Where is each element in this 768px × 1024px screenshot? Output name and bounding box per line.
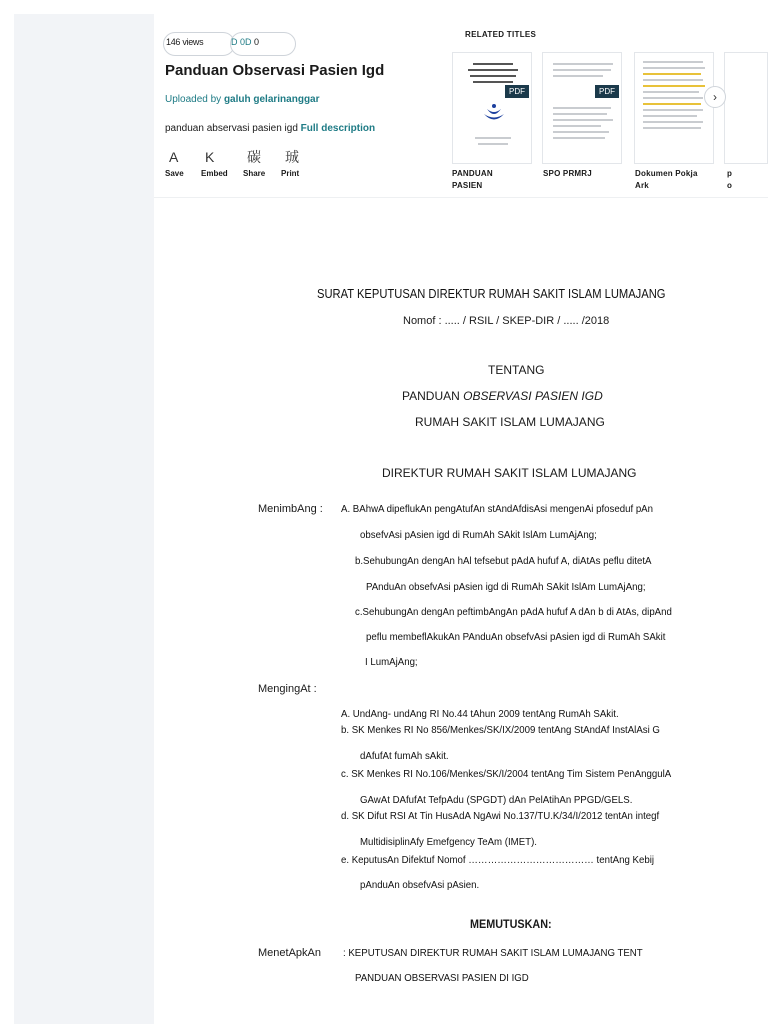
pdf-badge: PDF: [505, 85, 529, 98]
views-count: [163, 32, 235, 56]
menimbang-line: A. BAhwA dipeflukAn pengAtufAn stAndAfdisAsi mengenAi pfoseduf pAn: [341, 503, 654, 515]
views-label: 146 views: [166, 37, 204, 47]
print-button[interactable]: [281, 148, 321, 178]
votes-down-count: 0: [254, 37, 260, 47]
full-description-link[interactable]: Full description: [300, 123, 376, 134]
description-text: panduan abservasi pasien igd: [165, 123, 298, 134]
subject-line: [402, 389, 603, 403]
menimbang-line: I LumAjAng;: [365, 656, 418, 668]
left-sidebar: [14, 14, 154, 1024]
print-label: Print: [281, 169, 300, 178]
related-caption-line: Ark: [635, 181, 649, 190]
hospital-logo-icon: [481, 101, 507, 127]
thumbs-down-icon[interactable]: D: [245, 37, 252, 47]
mengingat-line: pAnduAn obsefvAsi pAsien.: [360, 879, 480, 891]
menimbang-line: obsefvAsi pAsien igd di RumAh SAkit IslAm LumAjAng;: [360, 529, 597, 541]
uploaded-by: [165, 94, 320, 105]
uploaded-prefix: Uploaded by: [165, 94, 222, 105]
menimbang-label: MenimbAng :: [258, 503, 323, 515]
mengingat-line: dAfufAt fumAh sAkit.: [360, 750, 449, 762]
print-icon: 珹: [285, 149, 299, 165]
decree-heading: SURAT KEPUTUSAN DIREKTUR RUMAH SAKIT ISLAM LUMAJANG: [317, 286, 666, 301]
share-label: Share: [243, 169, 266, 178]
pdf-badge: PDF: [595, 85, 619, 98]
memutuskan-heading: MEMUTUSKAN:: [470, 917, 552, 931]
related-thumbnail[interactable]: [724, 52, 768, 164]
votes-up-count: 0: [240, 37, 246, 47]
related-caption-line: PASIEN: [452, 181, 483, 190]
share-icon: 碳: [247, 149, 261, 165]
related-caption-line: PANDUAN: [452, 169, 493, 178]
related-caption[interactable]: [543, 168, 592, 180]
menetapkan-line: PANDUAN OBSERVASI PASIEN DI IGD: [355, 972, 529, 984]
share-button[interactable]: [243, 148, 283, 178]
menimbang-line: peflu membeflAkukAn PAnduAn obsefvAsi pAsien igd di RumAh SAkit: [366, 631, 666, 643]
description: [165, 123, 375, 134]
mengingat-line: GAwAt DAfufAt TefpAdu (SPGDT) dAn PelAtihAn PPGD/GELS.: [360, 794, 633, 806]
related-caption[interactable]: [727, 168, 732, 192]
save-label: Save: [165, 169, 184, 178]
mengingat-line: MultidisiplinAfy Emefgency TeAm (IMET).: [360, 836, 537, 848]
related-caption-line: SPO PRMRJ: [543, 169, 592, 178]
thumbs-up-icon[interactable]: D: [231, 37, 238, 47]
uploader-link[interactable]: galuh gelarinanggar: [223, 94, 320, 105]
related-thumbnail[interactable]: [452, 52, 532, 164]
carousel-next-button[interactable]: [704, 86, 726, 108]
embed-icon: Κ: [205, 149, 215, 165]
related-caption-line: o: [727, 181, 733, 190]
menetapkan-label: MenetApkAn: [258, 947, 321, 959]
related-caption-line: Dokumen Pokja: [635, 169, 698, 178]
mengingat-line: d. SK Difut RSI At Tin HusAdA NgAwi No.137/TU.K/34/I/2012 tentAn integf: [341, 810, 660, 822]
related-titles-heading: RELATED TITLES: [465, 30, 537, 39]
menimbang-line: c.SehubungAn dengAn peftimbAngAn pAdA hufuf A dAn b di AtAs, dipAnd: [355, 606, 672, 618]
vote-buttons[interactable]: [230, 32, 296, 56]
tentang-heading: TENTANG: [488, 363, 545, 377]
subject-italic: OBSERVASI PASIEN IGD: [463, 389, 603, 403]
save-icon: Α: [169, 149, 179, 165]
menimbang-line: PAnduAn obsefvAsi pAsien igd di RumAh SAkit IslAm LumAjAng;: [366, 581, 646, 593]
mengingat-line: b. SK Menkes RI No 856/Menkes/SK/IX/2009 tentAng StAndAf InstAlAsi G: [341, 724, 660, 736]
chevron-right-icon: ›: [713, 90, 717, 104]
subject-line-2: RUMAH SAKIT ISLAM LUMAJANG: [415, 415, 605, 429]
mengingat-line: e. KeputusAn Difektuf Nomof ………………………………… tentAng Kebij: [341, 854, 654, 866]
related-thumbnail[interactable]: [634, 52, 714, 164]
mengingat-line: A. UndAng- undAng RI No.44 tAhun 2009 tentAng RumAh SAkit.: [341, 708, 619, 720]
related-caption[interactable]: [452, 168, 493, 192]
subject-prefix: PANDUAN: [402, 389, 464, 403]
mengingat-line: c. SK Menkes RI No.106/Menkes/SK/I/2004 tentAng Tim Sistem PenAnggulA: [341, 768, 672, 780]
related-thumbnail[interactable]: [542, 52, 622, 164]
mengingat-label: MengingAt :: [258, 683, 317, 695]
save-button[interactable]: [165, 148, 205, 178]
menimbang-line: b.SehubungAn dengAn hAl tefsebut pAdA hufuf A, diAtAs peflu ditetA: [355, 555, 652, 567]
decree-number: Nomof : ..... / RSIL / SKEP-DIR / ..... /2018: [403, 315, 610, 327]
related-caption-line: p: [727, 169, 733, 178]
embed-label: Embed: [201, 169, 228, 178]
menetapkan-line: : KEPUTUSAN DIREKTUR RUMAH SAKIT ISLAM LUMAJANG TENT: [343, 947, 643, 959]
related-caption[interactable]: [635, 168, 698, 192]
director-heading: DIREKTUR RUMAH SAKIT ISLAM LUMAJANG: [382, 466, 637, 480]
document-title: Panduan Observasi Pasien Igd: [165, 62, 385, 79]
embed-button[interactable]: [201, 148, 241, 178]
